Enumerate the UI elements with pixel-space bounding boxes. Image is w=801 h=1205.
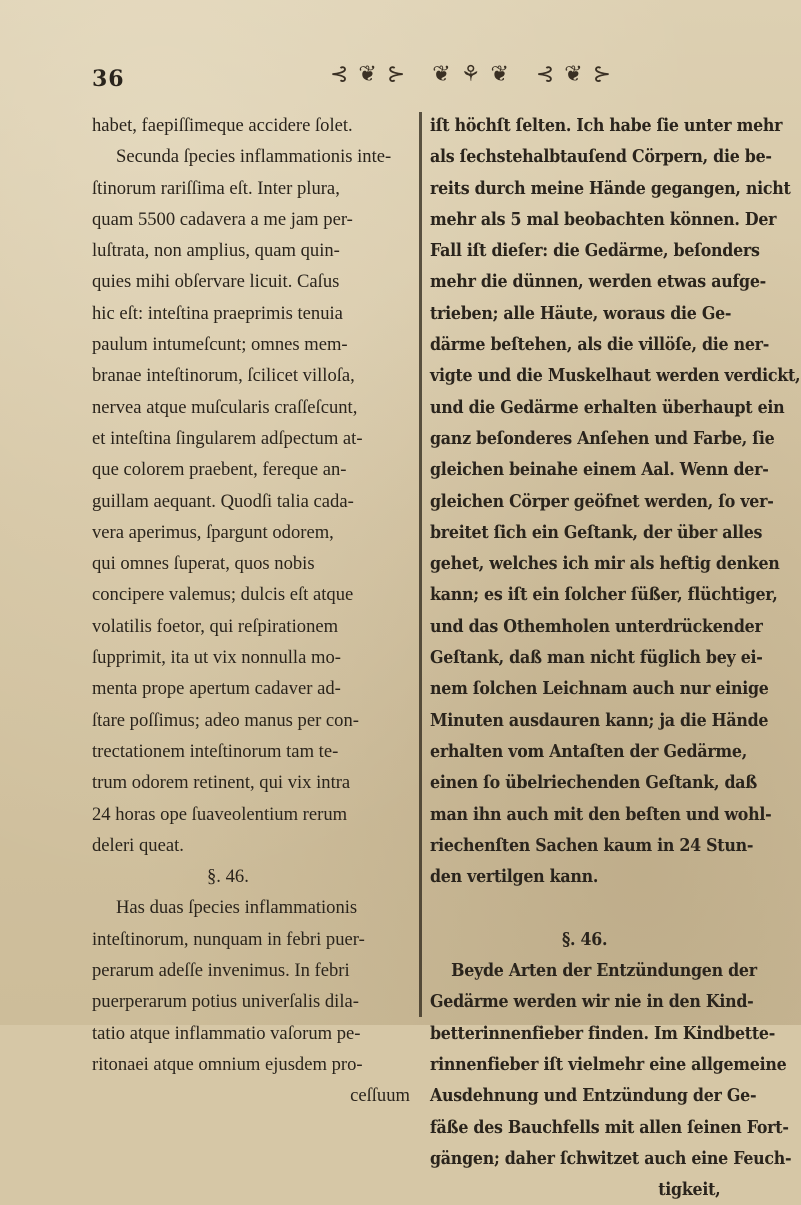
text-line: guillam aequant. Quodſi talia cada- <box>92 490 354 512</box>
text-line: ſtare poſſimus; adeo manus per con- <box>92 709 359 731</box>
text-line: habet, faepiſſimeque accidere ſolet. <box>92 115 353 136</box>
text-line: erhalten vom Antaſten der Gedärme, <box>430 740 748 762</box>
text-line: Geſtank, daß man nicht füglich bey ei- <box>430 647 763 669</box>
latin-column <box>92 110 410 1112</box>
text-line: därme beſtehen, als die villöſe, die ner- <box>430 334 770 356</box>
text-line: breitet ſich ein Geſtank, der über alles <box>430 521 763 543</box>
text-line: mehr als 5 mal beobachten können. Der <box>430 208 777 230</box>
text-line: riechenſten Sachen kaum in 24 Stun- <box>430 834 754 856</box>
blank-line <box>430 892 738 923</box>
text-line: rinnenfieber iſt vielmehr eine allgemeine <box>430 1053 787 1075</box>
text-line: als ſechstehalbtauſend Cörpern, die be- <box>430 146 772 168</box>
text-line: paulum intumeſcunt; omnes mem- <box>92 334 348 356</box>
text-line: ſupprimit, ita ut vix nonnulla mo- <box>92 647 341 669</box>
catchword: tigkeit, <box>658 1179 721 1201</box>
text-line: einen ſo übelriechenden Geſtank, daß <box>430 772 758 794</box>
text-line: tatio atque inflammatio vaſorum pe- <box>92 1022 361 1044</box>
text-line: volatilis foetor, qui reſpirationem <box>92 615 339 637</box>
column-divider <box>419 112 422 1017</box>
text-line: deleri queat. <box>92 834 184 856</box>
text-line: vigte und die Muskelhaut werden verdickt, <box>430 365 801 387</box>
text-line: quies mihi obſervare licuit. Caſus <box>92 271 340 293</box>
text-line: fäße des Bauchfells mit allen ſeinen Fort- <box>430 1116 789 1138</box>
section-heading: §. 46. <box>562 928 608 950</box>
text-line: betterinnenfieber finden. Im Kindbette- <box>430 1022 776 1044</box>
text-line: den vertilgen kann. <box>430 866 599 888</box>
text-line: gängen; daher ſchwitzet auch eine Feuch- <box>430 1147 792 1169</box>
text-line: man ihn auch mit den beſten und wohl- <box>430 803 772 825</box>
text-line: puerperarum potius univerſalis dila- <box>92 991 359 1013</box>
text-line: Secunda ſpecies inflammationis inte- <box>116 146 392 168</box>
text-line: und die Gedärme erhalten überhaupt ein <box>430 396 785 418</box>
text-line: quam 5500 cadavera a me jam per- <box>92 208 353 230</box>
latin-paragraph-1 <box>92 110 410 861</box>
text-line: Ausdehnung und Entzündung der Ge- <box>430 1085 757 1107</box>
text-line: et inteſtina ſingularem adſpectum at- <box>92 427 363 449</box>
text-line: iſt höchſt ſelten. Ich habe ſie unter mehr <box>430 115 783 136</box>
header-ornament: ⊰❦⊱ ❦⚘❦ ⊰❦⊱ <box>330 62 622 87</box>
text-line: nervea atque muſcularis craſſeſcunt, <box>92 396 358 418</box>
german-column <box>430 110 801 1205</box>
catchword: ceſſuum <box>350 1085 410 1107</box>
text-line: luſtrata, non amplius, quam quin- <box>92 240 340 262</box>
section-heading: §. 46. <box>207 866 249 888</box>
german-paragraph-1 <box>430 110 801 892</box>
text-line: kann; es iſt ein ſolcher ſüßer, flüchtiger, <box>430 584 778 606</box>
text-line: branae inteſtinorum, ſcilicet villoſa, <box>92 365 355 387</box>
text-line: mehr die dünnen, werden etwas aufge- <box>430 271 766 293</box>
text-line: reits durch meine Hände gegangen, nicht <box>430 177 791 199</box>
text-line: ſtinorum rariſſima eſt. Inter plura, <box>92 177 340 199</box>
text-line: Has duas ſpecies inflammationis <box>116 897 358 919</box>
text-line: trum odorem retinent, qui vix intra <box>92 772 351 794</box>
text-line: trieben; alle Häute, woraus die Ge- <box>430 302 732 324</box>
text-line: Gedärme werden wir nie in den Kind- <box>430 991 754 1013</box>
text-line: gleichen Cörper geöfnet werden, ſo ver- <box>430 490 774 512</box>
text-line: Beyde Arten der Entzündungen der <box>451 960 757 982</box>
text-line: Minuten ausdauren kann; ja die Hände <box>430 709 769 731</box>
text-line: inteſtinorum, nunquam in febri puer- <box>92 928 365 950</box>
text-line: nem ſolchen Leichnam auch nur einige <box>430 678 769 700</box>
text-line: qui omnes ſuperat, quos nobis <box>92 553 315 575</box>
german-paragraph-2 <box>430 955 792 1205</box>
text-line: ritonaei atque omnium ejusdem pro- <box>92 1053 363 1075</box>
text-line: und das Othemholen unterdrückender <box>430 615 763 637</box>
text-line: Fall iſt dieſer: die Gedärme, beſonders <box>430 240 760 262</box>
text-line: perarum adeſſe invenimus. In febri <box>92 960 350 982</box>
text-line: que colorem praebent, fereque an- <box>92 459 347 481</box>
text-line: gehet, welches ich mir als heftig denken <box>430 553 780 575</box>
text-line: vera aperimus, ſpargunt odorem, <box>92 521 334 543</box>
text-line: 24 horas ope ſuaveolentium rerum <box>92 803 348 825</box>
text-line: hic eſt: inteſtina praeprimis tenuia <box>92 302 343 324</box>
text-line: ganz beſonderes Anſehen und Farbe, ſie <box>430 427 775 449</box>
page-number: 36 <box>92 66 125 92</box>
text-line: concipere valemus; dulcis eſt atque <box>92 584 354 606</box>
latin-paragraph-2 <box>92 892 410 1111</box>
text-line: menta prope apertum cadaver ad- <box>92 678 341 700</box>
text-line: trectationem inteſtinorum tam te- <box>92 740 339 762</box>
text-line: gleichen beinahe einem Aal. Wenn der- <box>430 459 769 481</box>
